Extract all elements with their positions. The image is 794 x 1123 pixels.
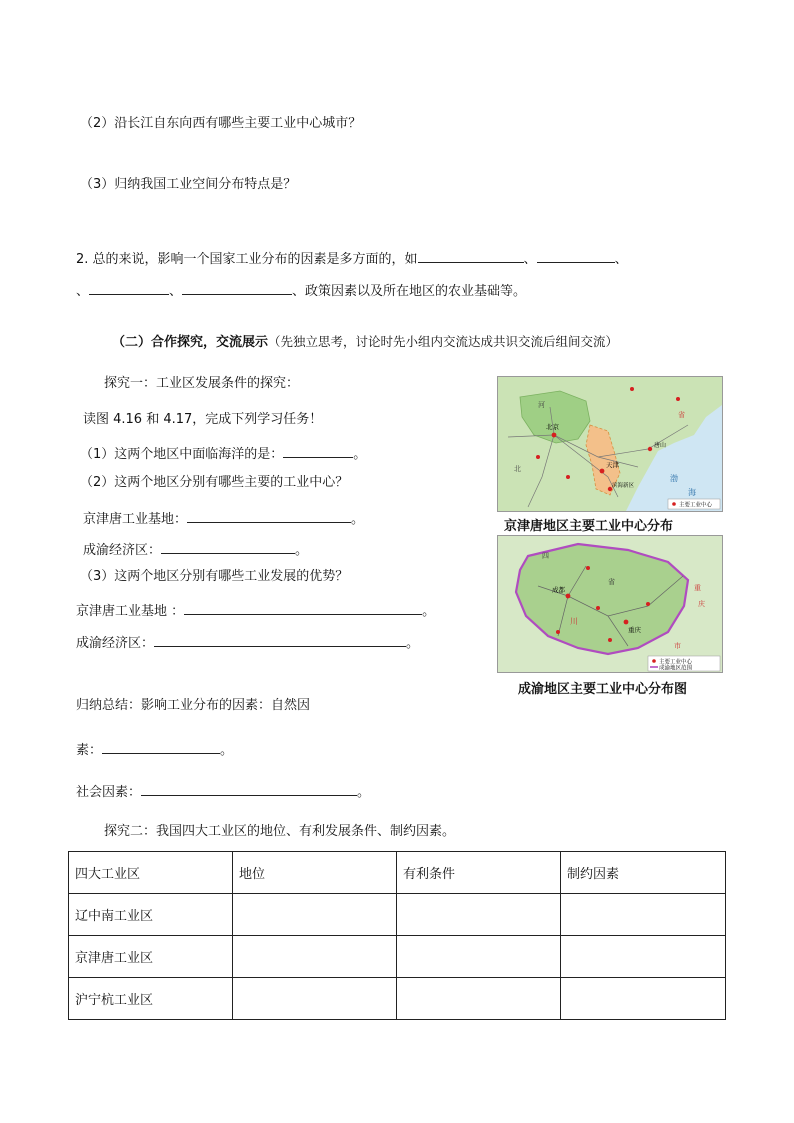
label-qing: 庆 [698,600,705,608]
answer-blank[interactable] [187,508,351,523]
label-chong: 重 [694,584,701,592]
explore1-title: 探究一：工业区发展条件的探究： [104,376,300,391]
answer-blank[interactable] [102,739,220,754]
legend-marker [652,659,656,663]
label-chuan: 川 [570,617,578,626]
table-cell[interactable] [397,936,561,978]
city-marker [648,447,652,451]
summary-line2: 素： 。 [76,739,233,760]
table-cell[interactable] [561,936,726,978]
city-marker [536,455,540,459]
legend-text: 主要工业中心 [679,502,713,509]
label-bo: 渤 [670,474,678,483]
answer-blank[interactable] [161,539,295,554]
table-cell: 京津唐工业区 [69,936,233,978]
explore1-q3: （3）这两个地区分别有哪些工业发展的优势？ [80,569,349,584]
city-marker [600,469,605,474]
table-cell[interactable] [561,978,726,1020]
label-chongqing: 重庆 [628,626,641,634]
label-tianjin: 天津 [606,461,619,469]
summary-line1: 归纳总结：影响工业分布的因素：自然因 [76,698,311,713]
city-marker [596,606,600,610]
label-bei: 北 [514,465,521,473]
table-header: 地位 [233,852,397,894]
city-marker [630,387,634,391]
table-cell[interactable] [397,894,561,936]
city-marker [552,433,557,438]
jjt-advantages: 京津唐工业基地 ： 。 [76,600,435,621]
cy-centers: 成渝经济区： 。 [83,539,308,560]
table-row [69,978,726,1020]
legend-text: 成渝地区范围 [659,665,693,672]
label-sheng: 省 [608,578,615,586]
explore1-instruction: 读图 4.16 和 4.17，完成下列学习任务！ [83,412,323,427]
section-title: （二）合作探究，交流展示（先独立思考，讨论时先小组内交流达成共识交流后组间交流） [112,334,619,350]
table-cell[interactable] [233,978,397,1020]
jjt-centers: 京津唐工业基地： 。 [83,508,364,529]
label-tangshan: 唐山 [654,442,667,449]
cy-map-caption: 成渝地区主要工业中心分布图 [518,682,688,697]
cy-advantages: 成渝经济区： 。 [76,632,419,653]
table-cell[interactable] [233,894,397,936]
factors-question-line2: 、 、 、政策因素以及所在地区的农业基础等。 [76,280,526,301]
table-header: 四大工业区 [69,852,233,894]
table-cell[interactable] [561,894,726,936]
label-shi: 市 [674,642,681,650]
table-cell[interactable] [397,978,561,1020]
city-marker [624,620,629,625]
jjt-map [497,376,723,512]
table-row [69,936,726,978]
label-sheng: 省 [678,411,685,419]
summary-social: 社会因素： 。 [76,781,370,802]
city-marker [556,630,560,634]
industrial-regions-table [68,851,726,1020]
question-3: （3）归纳我国工业空间分布特点是？ [80,177,297,192]
table-cell: 沪宁杭工业区 [69,978,233,1020]
answer-blank[interactable] [182,280,292,295]
table-row [69,894,726,936]
legend-text: 主要工业中心 [659,659,693,666]
city-marker [566,475,570,479]
city-marker [566,594,571,599]
table-header-row [69,852,726,894]
label-si: 四 [542,552,549,560]
label-beijing: 北京 [546,423,559,431]
answer-blank[interactable] [184,600,422,615]
explore2-title: 探究二：我国四大工业区的地位、有利发展条件、制约因素。 [104,824,456,839]
cy-map [497,535,723,673]
table-cell: 辽中南工业区 [69,894,233,936]
explore1-q2: （2）这两个地区分别有哪些主要的工业中心？ [80,475,349,490]
factors-question-line1: 2. 总的来说，影响一个国家工业分布的因素是多方面的，如 、 、 [76,248,628,269]
answer-blank[interactable] [537,248,615,263]
table-header: 制约因素 [561,852,726,894]
answer-blank[interactable] [89,280,169,295]
question-2: （2）沿长江自东向西有哪些主要工业中心城市？ [80,116,362,131]
label-binhai: 滨海新区 [612,483,635,489]
city-marker [608,638,612,642]
label-he: 河 [538,401,545,409]
answer-blank[interactable] [283,443,353,458]
table-header: 有利条件 [397,852,561,894]
label-chengdu: 成都 [552,586,565,594]
answer-blank[interactable] [154,632,406,647]
answer-blank[interactable] [141,781,357,796]
city-marker [586,566,590,570]
jjt-map-caption: 京津唐地区主要工业中心分布 [504,519,674,534]
label-hai: 海 [688,488,696,497]
legend-marker [672,502,676,506]
explore1-q1: （1）这两个地区中面临海洋的是： 。 [80,443,366,464]
city-marker [676,397,680,401]
city-marker [646,602,650,606]
table-cell[interactable] [233,936,397,978]
answer-blank[interactable] [418,248,524,263]
